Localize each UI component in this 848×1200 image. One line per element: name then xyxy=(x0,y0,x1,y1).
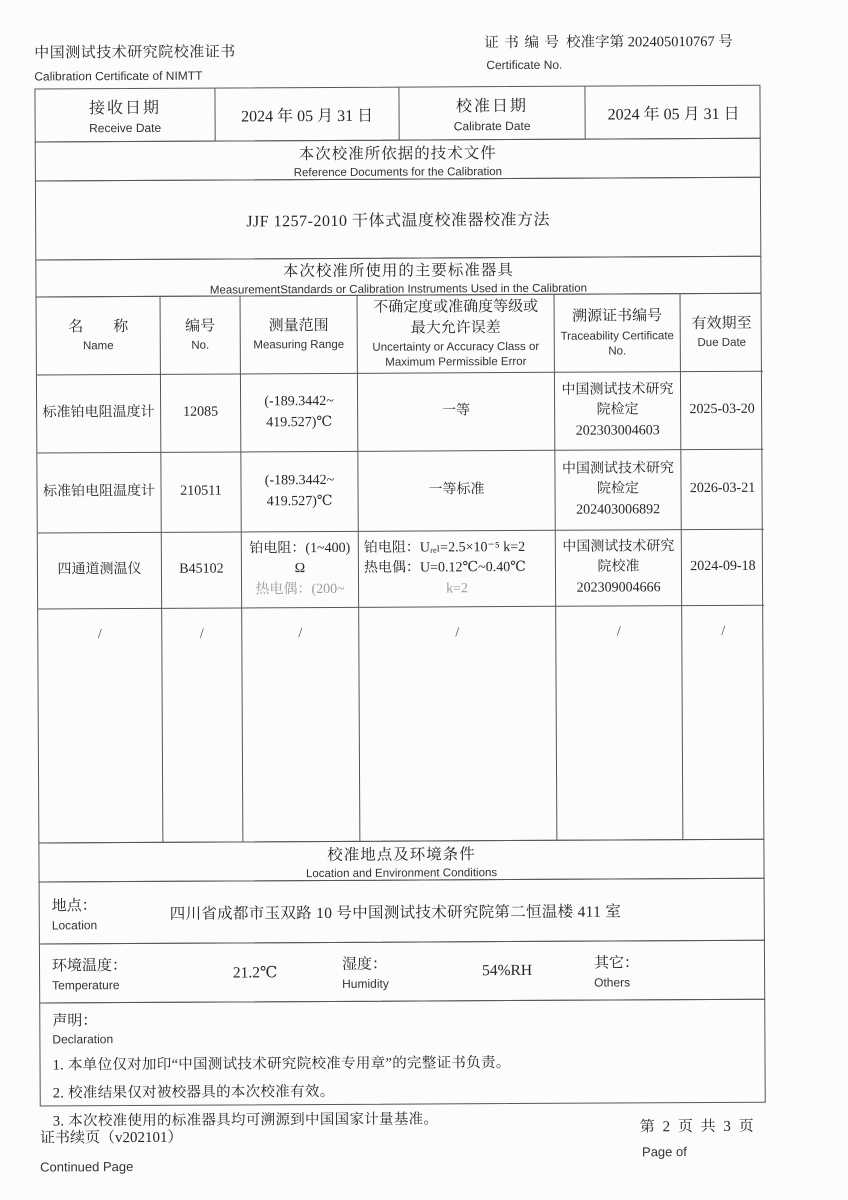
reference-section-title-en: Reference Documents for the Calibration xyxy=(293,165,503,179)
row1-due: 2025-03-20 xyxy=(681,372,763,450)
row2-no: 210511 xyxy=(161,452,241,532)
row4-range: / xyxy=(242,608,360,842)
col-header-range xyxy=(241,296,358,375)
receive-date-label-cell xyxy=(35,89,215,142)
page-footer xyxy=(40,1115,766,1199)
col-header-uncertainty-en: Uncertainty or Accuracy Class or Maximum Permissible Error xyxy=(372,340,540,369)
location-label xyxy=(40,893,170,932)
others-label-cn: 其它： xyxy=(593,955,640,972)
row2-traceability: 中国测试技术研究 院检定 202403006892 xyxy=(555,450,681,531)
col-header-range-cn: 测量范围 xyxy=(268,317,329,335)
receive-date-label-en: Receive Date xyxy=(89,120,162,136)
row2-name: 标准铂电阻温度计 xyxy=(37,453,161,534)
standards-section-title-en: MeasurementStandards or Calibration Instruments Used in the Calibration xyxy=(209,282,588,297)
page-number-block xyxy=(640,1115,756,1160)
standards-section-title-cn: 本次校准所使用的主要标准器具 xyxy=(282,261,514,280)
humidity-label xyxy=(330,952,432,991)
humidity-value: 54%RH xyxy=(482,961,533,980)
humidity-label-en: Humidity xyxy=(342,976,389,991)
row3-due: 2024-09-18 xyxy=(682,530,764,606)
row3-no: B45102 xyxy=(162,532,242,608)
location-label-cn: 地点： xyxy=(51,897,97,914)
reference-section-header xyxy=(35,138,761,182)
location-value: 四川省成都市玉双路 10 号中国测试技术研究院第二恒温楼 411 室 xyxy=(169,902,622,923)
col-header-name xyxy=(37,297,161,376)
calibrate-date-label-cell xyxy=(399,87,585,140)
location-section-header xyxy=(38,839,764,883)
location-section-title-en: Location and Environment Conditions xyxy=(305,866,498,880)
continued-page-block xyxy=(40,1126,183,1175)
page-number-en: Page of xyxy=(641,1144,687,1160)
reference-section-title-cn: 本次校准所依据的技术文件 xyxy=(298,144,497,163)
location-label-en: Location xyxy=(51,917,98,932)
col-header-no-cn: 编号 xyxy=(185,318,216,335)
row3-uncertainty xyxy=(359,531,556,608)
calibrate-date-label-en: Calibrate Date xyxy=(453,118,531,134)
humidity-label-cn: 湿度： xyxy=(341,956,388,973)
row3-range xyxy=(242,532,359,609)
certificate-no-value: 校准字第 202405010767 号 xyxy=(566,33,733,51)
document-header xyxy=(34,33,760,90)
certificate-number-block xyxy=(484,30,764,72)
row2-uncertainty: 一等标准 xyxy=(358,451,555,532)
col-header-name-en: Name xyxy=(82,340,114,353)
row3-name: 四通道测温仪 xyxy=(38,533,162,610)
standards-table xyxy=(36,293,765,844)
row1-uncertainty: 一等 xyxy=(358,373,555,452)
declaration-label-cn: 声明： xyxy=(52,1013,98,1030)
col-header-traceability xyxy=(555,294,681,373)
declaration-label-en: Declaration xyxy=(52,1032,114,1047)
row2-due: 2026-03-21 xyxy=(681,450,763,530)
col-header-range-en: Measuring Range xyxy=(253,339,345,352)
row4-uncertainty: / xyxy=(359,607,557,841)
declaration-item-2: 2. 校准结果仅对被校器具的本次校准有效。 xyxy=(52,1083,335,1102)
others-label-en: Others xyxy=(594,975,631,990)
col-header-no-en: No. xyxy=(191,339,210,352)
continued-page-en: Continued Page xyxy=(40,1159,134,1175)
receive-date-value-cell xyxy=(215,88,399,141)
calibrate-date-value: 2024 年 05 月 31 日 xyxy=(607,105,740,124)
temperature-value: 21.2℃ xyxy=(232,963,278,981)
document-title-en: Calibration Certificate of NIMTT xyxy=(34,68,203,84)
col-header-traceability-cn: 溯源证书编号 xyxy=(572,308,663,326)
row1-no: 12085 xyxy=(161,374,241,452)
date-table xyxy=(34,85,760,143)
col-header-name-cn: 名 称 xyxy=(68,318,129,336)
receive-date-value: 2024 年 05 月 31 日 xyxy=(241,107,374,125)
calibrate-date-label-cn: 校准日期 xyxy=(455,97,529,116)
col-header-uncertainty-cn: 不确定度或准确度等级或 最大允许误差 xyxy=(373,299,539,337)
col-header-due-en: Due Date xyxy=(697,336,747,350)
certificate-no-label-en: Certificate No. xyxy=(486,57,563,73)
location-row xyxy=(39,878,765,945)
reference-document-row xyxy=(35,177,761,261)
row3-traceability: 中国测试技术研究 院校准 202309004666 xyxy=(556,530,682,607)
receive-date-label-cn: 接收日期 xyxy=(88,99,162,118)
declaration-item-3: 3. 本次校准使用的标准器具均可溯源到中国国家计量基准。 xyxy=(52,1111,439,1130)
others-label xyxy=(582,951,764,990)
page-number-cn: 第 2 页 共 3 页 xyxy=(639,1118,756,1136)
declaration-item-1: 1. 本单位仅对加印“中国测试技术研究院校准专用章”的完整证书负责。 xyxy=(52,1055,511,1074)
col-header-uncertainty xyxy=(358,295,555,374)
temperature-label-en: Temperature xyxy=(52,978,120,993)
row4-due: / xyxy=(721,623,726,639)
col-header-no xyxy=(161,296,241,374)
row3-uncertainty-main: 铂电阻：Uᵣₑₗ=2.5×10⁻⁵ k=2 热电偶：U=0.12℃~0.40℃ xyxy=(363,540,526,577)
row1-name: 标准铂电阻温度计 xyxy=(37,375,161,454)
row3-uncertainty-clipped: k=2 xyxy=(446,580,469,597)
calibrate-date-value-cell xyxy=(585,86,761,139)
location-section-title-cn: 校准地点及环境条件 xyxy=(327,845,476,864)
environment-row xyxy=(39,940,765,1004)
col-header-traceability-en: Traceability Certificate No. xyxy=(560,329,674,358)
col-header-due xyxy=(681,294,763,372)
certificate-no-label-cn: 证 书 编 号 xyxy=(484,34,561,52)
temperature-label xyxy=(40,954,180,993)
row1-traceability: 中国测试技术研究 院检定 202303004603 xyxy=(555,372,681,451)
row4-traceability: / xyxy=(556,606,683,840)
col-header-due-cn: 有效期至 xyxy=(691,315,752,332)
temperature-label-cn: 环境温度： xyxy=(51,958,128,975)
row4-no: / xyxy=(162,608,243,841)
row1-range: (-189.3442~ 419.527)℃ xyxy=(241,374,358,453)
reference-document-text: JJF 1257-2010 干体式温度校准器校准方法 xyxy=(246,211,551,230)
standards-section-header xyxy=(35,256,761,298)
certificate-sheet xyxy=(34,33,766,1199)
row4-name: / xyxy=(38,609,163,843)
row3-range-clipped: 热电偶：(200~ xyxy=(255,581,345,598)
document-title-cn: 中国测试技术研究院校准证书 xyxy=(34,44,236,62)
continued-page-cn: 证书续页（v202101） xyxy=(39,1129,183,1147)
row3-range-main: 铂电阻：(1~400) Ω xyxy=(249,540,351,577)
row2-range: (-189.3442~ 419.527)℃ xyxy=(241,452,358,533)
